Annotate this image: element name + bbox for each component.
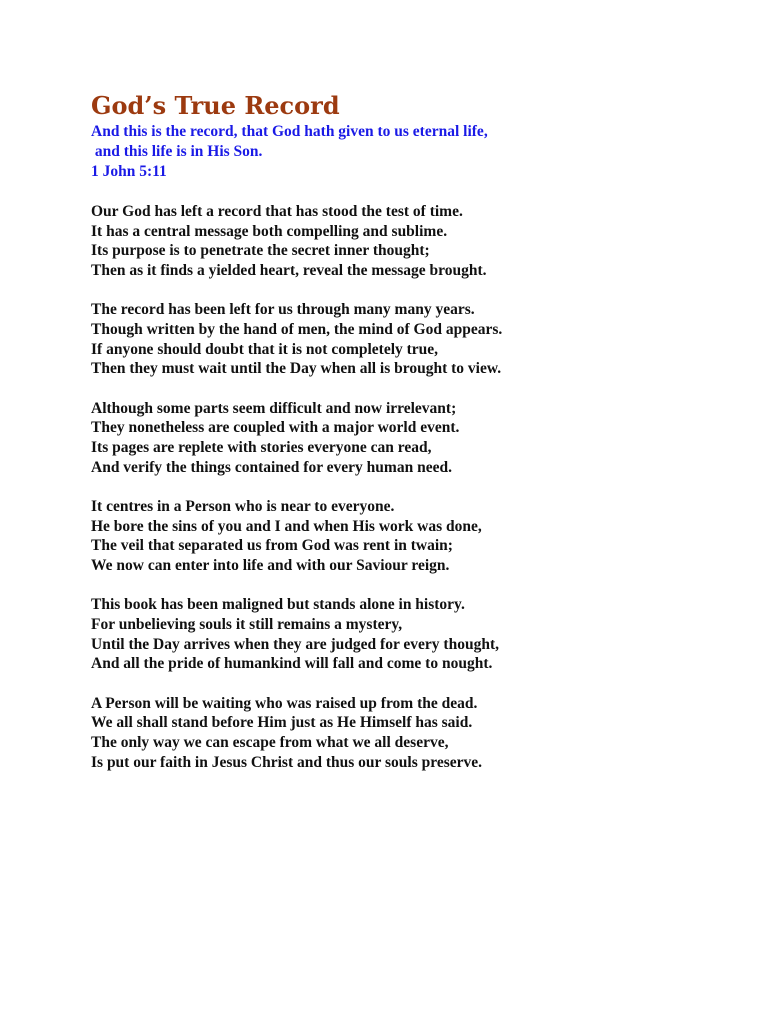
- poem-line: It centres in a Person who is near to everyone.: [91, 497, 395, 515]
- poem-line: We all shall stand before Him just as He Himself has said.: [91, 714, 473, 732]
- stanza: [91, 300, 731, 379]
- stanza: [91, 202, 731, 281]
- document-page: [91, 90, 731, 792]
- poem-line: Although some parts seem difficult and now irrelevant;: [91, 399, 457, 417]
- stanza: [91, 399, 731, 478]
- poem-line: For unbelieving souls it still remains a mystery,: [91, 615, 403, 633]
- poem-line: The only way we can escape from what we all deserve,: [91, 733, 449, 751]
- poem-line: And verify the things contained for every human need.: [91, 458, 452, 476]
- verse-line: And this is the record, that God hath given to us eternal life,: [91, 123, 488, 140]
- poem-line: Our God has left a record that has stood the test of time.: [91, 203, 463, 220]
- poem-line: And all the pride of humankind will fall and come to nought.: [91, 655, 493, 673]
- scripture-verse: [91, 122, 731, 182]
- poem-line: We now can enter into life and with our Saviour reign.: [91, 557, 450, 575]
- stanza: [91, 497, 731, 576]
- poem-body: [91, 202, 731, 772]
- stanza: [91, 595, 731, 674]
- poem-line: This book has been maligned but stands alone in history.: [91, 596, 465, 614]
- page-title: God’s True Record: [91, 91, 340, 120]
- stanza: [91, 694, 731, 773]
- poem-line: Its pages are replete with stories everyone can read,: [91, 439, 432, 457]
- poem-line: Then they must wait until the Day when all is brought to view.: [91, 360, 502, 378]
- poem-line: Until the Day arrives when they are judged for every thought,: [91, 635, 499, 653]
- poem-line: They nonetheless are coupled with a major world event.: [91, 419, 460, 437]
- verse-reference: 1 John 5:11: [91, 163, 167, 180]
- poem-line: Then as it finds a yielded heart, reveal the message brought.: [91, 262, 487, 280]
- poem-line: Its purpose is to penetrate the secret inner thought;: [91, 242, 430, 260]
- poem-line: He bore the sins of you and I and when His work was done,: [91, 517, 482, 535]
- poem-line: The veil that separated us from God was rent in twain;: [91, 537, 453, 555]
- poem-line: The record has been left for us through many many years.: [91, 301, 475, 319]
- verse-line: and this life is in His Son.: [91, 143, 263, 160]
- poem-line: It has a central message both compelling and sublime.: [91, 222, 448, 240]
- poem-line: Is put our faith in Jesus Christ and thus our souls preserve.: [91, 753, 483, 771]
- poem-line: If anyone should doubt that it is not completely true,: [91, 340, 439, 358]
- poem-line: Though written by the hand of men, the mind of God appears.: [91, 321, 503, 339]
- poem-line: A Person will be waiting who was raised up from the dead.: [91, 694, 478, 712]
